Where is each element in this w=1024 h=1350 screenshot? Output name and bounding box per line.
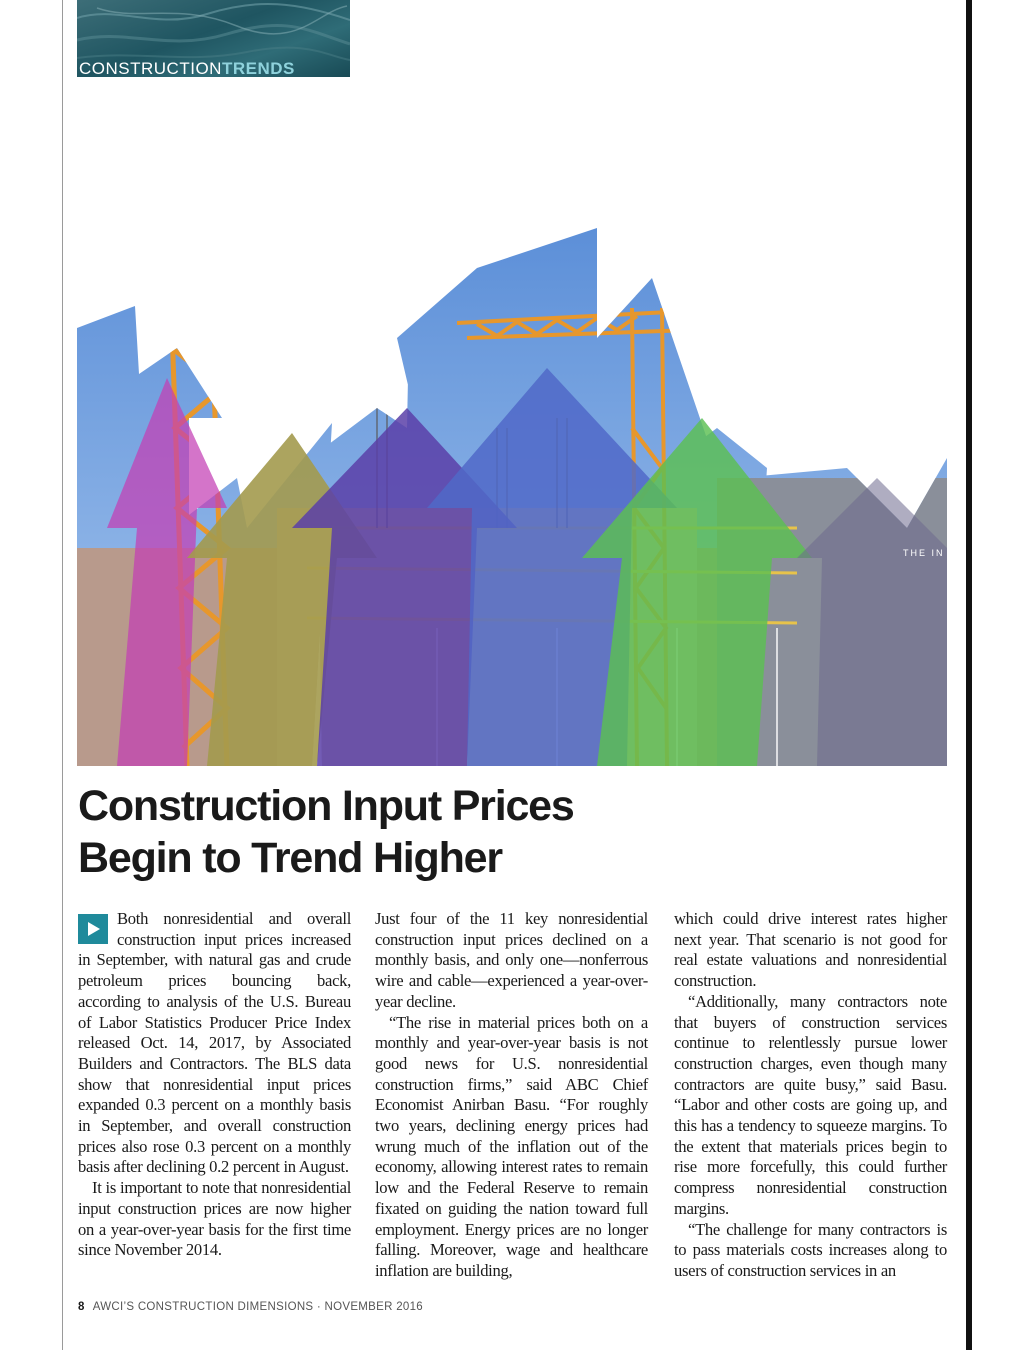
body-column-1 xyxy=(78,909,351,1261)
paragraph: “The challenge for many contractors is to pass materials costs increases along to users of construction services in an xyxy=(674,1219,947,1280)
article-headline xyxy=(78,780,718,884)
play-icon xyxy=(78,914,108,944)
headline-line-1: Construction Input Prices xyxy=(78,782,574,830)
paragraph: which could drive interest rates higher next year. That scenario is not good for real estate valuations and nonresidential construction. xyxy=(674,909,947,991)
paragraph: “Additionally, many contractors note that buyers of construction services continue to relentlessly pursue lower construction charges, even though many contractors are quite busy,” said Basu. “Labor and other costs are going up, and this has a tendency to squeeze margins. To the extent that materials prices begin to rise more forcefully, this could further compress nonresidential construction margins. xyxy=(674,991,947,1218)
page-edge-bar xyxy=(966,0,972,1350)
hero-illustration xyxy=(77,228,947,766)
section-label-part1: CONSTRUCTION xyxy=(79,59,222,77)
paragraph: Both nonresidential and overall construction input prices increased in September, with natural gas and crude petroleum prices bouncing back, according to analysis of the U.S. Bureau of Labor Statistics Producer Price Index released Oct. 14, 2017, by Associated Builders and Contractors. The BLS data show that nonresidential input prices expanded 0.3 percent on a monthly basis in September, and overall construction prices also rose 0.3 percent on a monthly basis after declining 0.2 percent in August. xyxy=(78,909,351,1177)
body-column-3 xyxy=(674,909,947,1282)
section-label-part2: TRENDS xyxy=(221,59,295,77)
publication-info: AWCI’S CONSTRUCTION DIMENSIONS · NOVEMBER 2016 xyxy=(92,1301,424,1313)
body-column-2 xyxy=(375,909,648,1282)
headline-line-2: Begin to Trend Higher xyxy=(78,834,502,882)
page-number: 8 xyxy=(78,1301,85,1313)
building-sign-text: THE IN xyxy=(903,548,945,558)
section-header-banner xyxy=(77,0,350,77)
page-margin-rule xyxy=(62,0,63,1350)
page-footer xyxy=(78,1301,423,1313)
paragraph: Just four of the 11 key nonresidential construction input prices declined on a monthly basis, and only one—nonferrous wire and cable—experienced a year-over-year decline. xyxy=(375,909,648,1011)
paragraph: It is important to note that nonresidential input construction prices are now higher on a year-over-year basis for the first time since November 2014. xyxy=(78,1178,351,1260)
paragraph: “The rise in material prices both on a monthly and year-over-year basis is not good news for U.S. nonresidential construction firms,” said ABC Chief Economist Anirban Basu. “For roughly two years, declining energy prices had wrung much of the inflation out of the economy, allowing interest rates to remain low and the Federal Reserve to remain fixated on guiding the nation toward full employment. Energy prices are no longer falling. Moreover, wage and healthcare inflation are building, xyxy=(375,1012,648,1280)
section-label xyxy=(79,60,295,77)
